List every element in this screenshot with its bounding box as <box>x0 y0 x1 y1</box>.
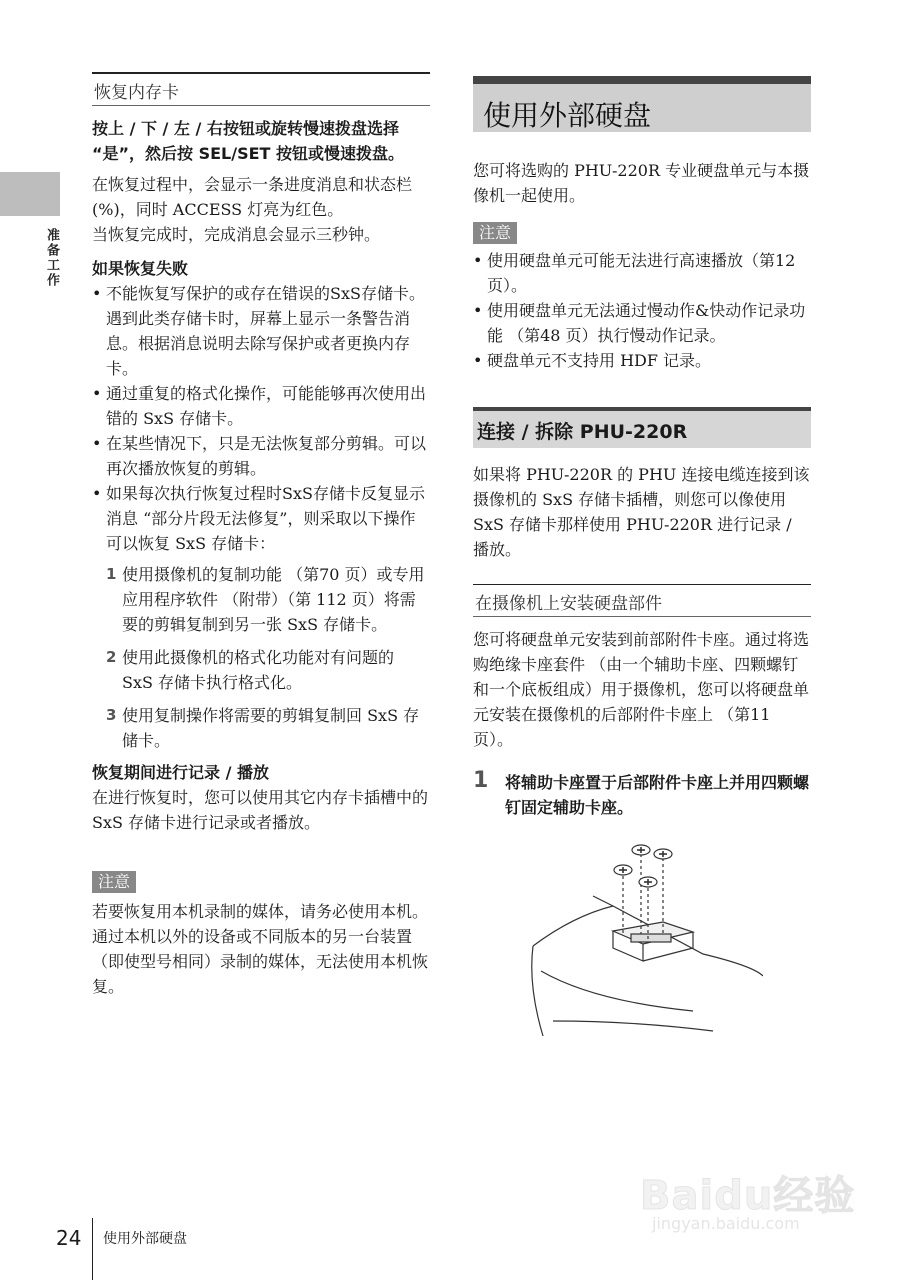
list-item: • 如果每次执行恢复过程时SxS存储卡反复显示消息 “部分片段无法修复”，则采取以下操作可以恢复 SxS 存储卡： <box>92 481 430 556</box>
restore-progress-paragraph: 在恢复过程中，会显示一条进度消息和状态栏 (%)，同时 ACCESS 灯亮为红色。 <box>92 175 413 219</box>
mount-step-1 <box>473 770 811 820</box>
step-text: 将辅助卡座置于后部附件卡座上并用四颗螺钉固定辅助卡座。 <box>505 773 810 817</box>
side-tab-marker <box>0 172 60 216</box>
page-number: 24 <box>56 1226 82 1250</box>
watermark-url: jingyan.baidu.com <box>652 1214 800 1233</box>
step-number: 2 <box>106 648 117 666</box>
list-item: • 使用硬盘单元无法通过慢动作&快动作记录功能 （第48 页）执行慢动作记录。 <box>473 298 811 348</box>
list-item: • 使用硬盘单元可能无法进行高速播放（第12 页）。 <box>473 248 811 298</box>
step-item <box>106 562 430 637</box>
list-item: • 硬盘单元不支持用 HDF 记录。 <box>473 348 811 373</box>
step-number: 1 <box>473 768 489 793</box>
connect-heading: 连接 / 拆除 PHU-220R <box>473 407 811 448</box>
note-block <box>473 222 811 244</box>
step-text: 使用复制操作将需要的剪辑复制回 SxS 存储卡。 <box>122 706 420 750</box>
intro-paragraph: 您可将选购的 PHU-220R 专业硬盘单元与本摄像机一起使用。 <box>473 161 810 205</box>
note-block <box>92 871 430 893</box>
step-item <box>106 703 430 753</box>
restore-instruction: 按上 / 下 / 左 / 右按钮或旋转慢速拨盘选择 “是”，然后按 SEL/SET 按钮或慢速拨盘。 <box>92 119 405 163</box>
mount-paragraph: 您可将硬盘单元安装到前部附件卡座。通过将选购绝缘卡座套件 （由一个辅助卡座、四颗螺钉和一个底板组成）用于摄像机，您可以将硬盘单元安装在摄像机的后部附件卡座上 （第11 页）。 <box>473 630 810 749</box>
note-badge: 注意 <box>92 871 136 893</box>
record-during-restore-heading: 恢复期间进行记录 / 播放 <box>92 763 269 782</box>
record-during-restore-paragraph: 在进行恢复时，您可以使用其它内存卡插槽中的 SxS 存储卡进行记录或者播放。 <box>92 788 429 832</box>
list-item: • 不能恢复写保护的或存在错误的SxS存储卡。遇到此类存储卡时，屏幕上显示一条警告消息。根据消息说明去除写保护或者更换内存卡。 <box>92 281 430 381</box>
left-column <box>92 72 430 999</box>
step-text: 使用摄像机的复制功能 （第70 页）或专用应用程序软件 （附带）（第 112 页）将需要的剪辑复制到另一张 SxS 存储卡。 <box>122 565 425 634</box>
right-column <box>473 72 811 1040</box>
list-item: • 通过重复的格式化操作，可能能够再次使用出错的 SxS 存储卡。 <box>92 381 430 431</box>
step-number: 3 <box>106 706 117 724</box>
connect-paragraph: 如果将 PHU-220R 的 PHU 连接电缆连接到该摄像机的 SxS 存储卡插槽，则您可以像使用 SxS 存储卡那样使用 PHU-220R 进行记录 / 播放。 <box>473 465 810 559</box>
restore-complete-paragraph: 当恢复完成时，完成消息会显示三秒钟。 <box>92 225 381 244</box>
subheading-restore-card: 恢复内存卡 <box>92 72 430 106</box>
watermark-brand: Baidu经验 <box>640 1173 856 1219</box>
side-chapter-label: 准备工作 <box>44 228 59 288</box>
restore-fail-heading: 如果恢复失败 <box>92 259 189 278</box>
list-item: • 在某些情况下，只是无法恢复部分剪辑。可以再次播放恢复的剪辑。 <box>92 431 430 481</box>
baidu-watermark-logo <box>640 1150 870 1250</box>
section-title: 使用外部硬盘 <box>473 76 811 132</box>
footer-divider <box>92 1218 93 1280</box>
step-number: 1 <box>106 565 117 583</box>
step-text: 使用此摄像机的格式化功能对有问题的 SxS 存储卡执行格式化。 <box>122 648 395 692</box>
note-list <box>473 248 811 373</box>
recovery-steps <box>106 562 430 753</box>
note-badge: 注意 <box>473 222 517 244</box>
mount-subheading: 在摄像机上安装硬盘部件 <box>473 584 811 617</box>
footer-section-label: 使用外部硬盘 <box>103 1231 187 1247</box>
step-item <box>106 645 430 695</box>
note-paragraph: 若要恢复用本机录制的媒体，请务必使用本机。通过本机以外的设备或不同版本的另一台装置 （即使型号相同）录制的媒体，无法使用本机恢复。 <box>92 902 429 996</box>
camera-bracket-illustration <box>513 836 763 1036</box>
restore-fail-list <box>92 281 430 556</box>
